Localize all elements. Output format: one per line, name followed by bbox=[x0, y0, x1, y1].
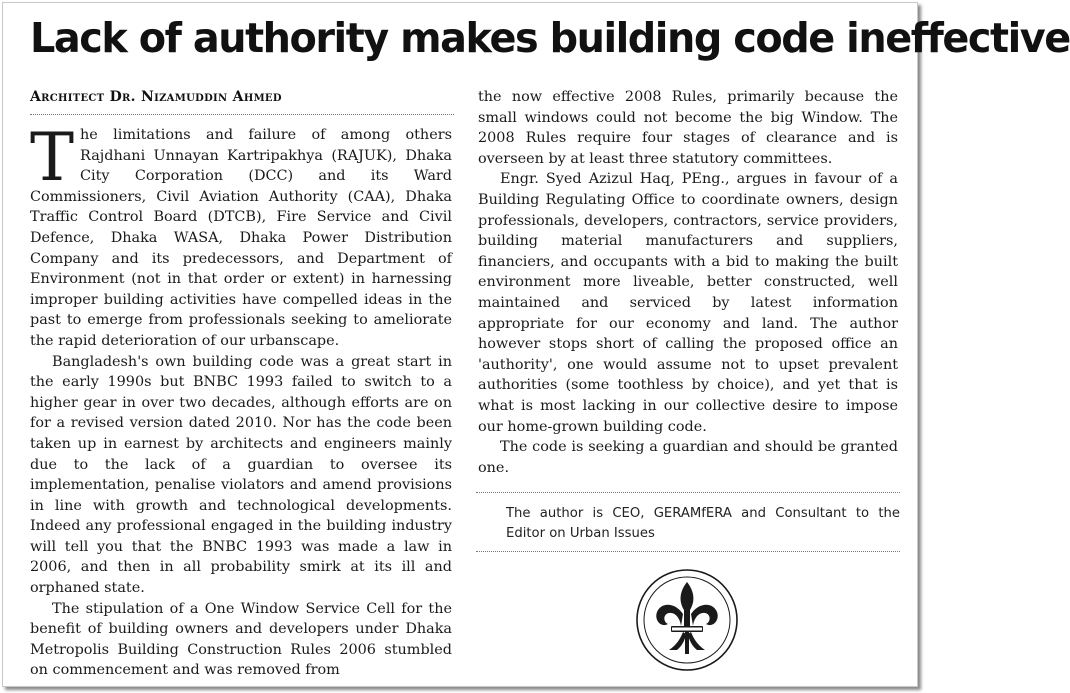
fleur-de-lis-emblem-icon bbox=[635, 568, 739, 672]
byline: Architect Dr. Nizamuddin Ahmed bbox=[30, 89, 282, 105]
drop-cap: T bbox=[30, 119, 75, 196]
paragraph-5: The code is seeking a guardian and should be granted one. bbox=[478, 439, 898, 476]
author-note-bottom-divider bbox=[476, 551, 900, 552]
article-column-left bbox=[30, 119, 452, 681]
paragraph-3-end: the now effective 2008 Rules, primarily because the small windows could not become the big Window. The 2008 Rules require four stages of clearance and is overseen by at least three statutory committees. bbox=[478, 89, 898, 167]
paragraph-4: Engr. Syed Azizul Haq, PEng., argues in favour of a Building Regulating Office to coordinate owners, design professionals, developers, contractors, service providers, building material manufacturers and suppliers, financiers, and occupants with a bid to making the built environment more liveable, better constructed, well maintained and serviced by latest information appropriate for our economy and land. The author however stops short of calling the proposed office an 'authority', one would assume not to upset prevalent authorities (some toothless by choice), and yet that is what is most lacking in our collective desire to impose our home-grown building code. bbox=[478, 171, 898, 435]
paragraph-2: Bangladesh's own building code was a great start in the early 1990s but BNBC 1993 failed to switch to a higher gear in over two decades, although efforts are on for a revised version dated 2010. Nor has the code been taken up in earnest by architects and engineers mainly due to the lack of a guardian to oversee its implementation, penalise violators and amend provisions in line with growth and technological developments. Indeed any professional engaged in the building industry will tell you that the BNBC 1993 was made a law in 2006, and then in all probability smirk at its ill and orphaned state. bbox=[30, 353, 452, 597]
author-note-top-divider bbox=[476, 492, 900, 493]
byline-divider bbox=[30, 114, 454, 115]
author-note: The author is CEO, GERAMfERA and Consultant to the Editor on Urban Issues bbox=[506, 506, 900, 541]
headline: Lack of authority makes building code ineffective bbox=[30, 14, 1070, 62]
paragraph-1 bbox=[30, 119, 452, 352]
paragraph-1-text: he limitations and failure of among others Rajdhani Unnayan Kartripakhya (RAJUK), Dhaka City Corporation (DCC) and its Ward Commissioners, Civil Aviation Authority (CAA), Dhaka Traffic Control Board (DTCB), Fire Service and Civil Defence, Dhaka WASA, Dhaka Power Distribution Company and its predecessors, and Department of Environment (not in that order or extent) in harnessing improper building activities have compelled ideas in the past to emerge from professionals seeking to ameliorate the rapid deterioration of our urbanscape. bbox=[30, 127, 452, 349]
paragraph-3-start: The stipulation of a One Window Service Cell for the benefit of building owners and developers under Dhaka Metropolis Building Construction Rules 2006 stumbled on commencement and was removed from bbox=[30, 600, 452, 679]
article-column-right bbox=[478, 87, 898, 478]
